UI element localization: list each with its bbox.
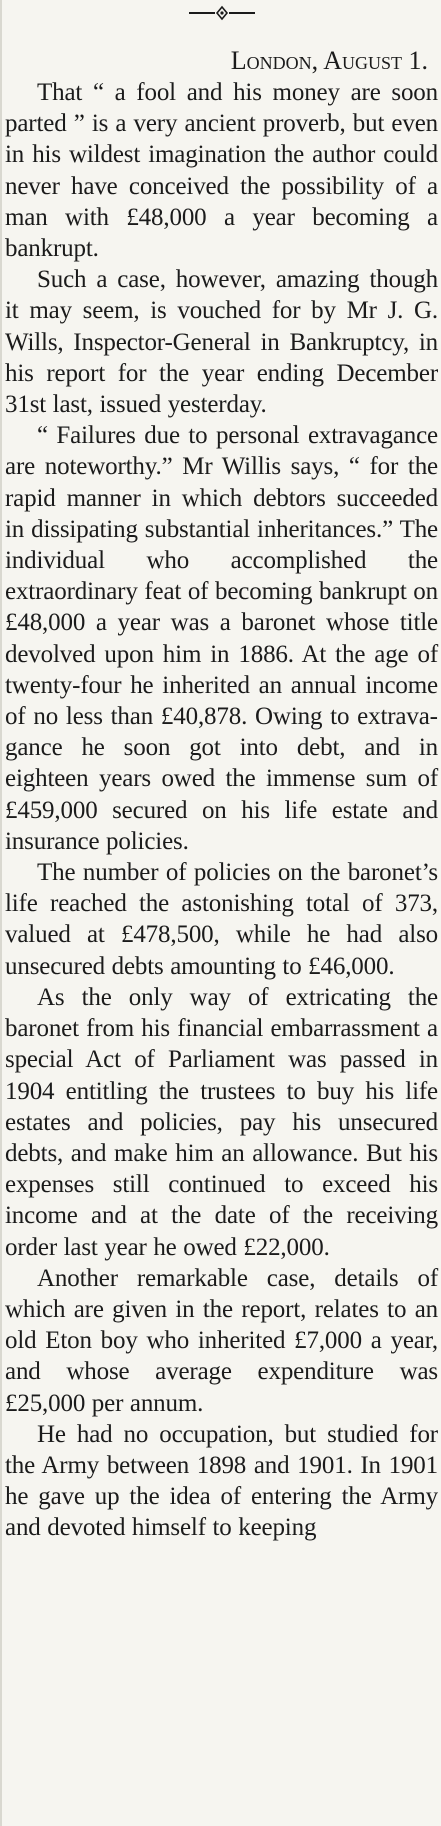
paragraph-proverb: That “ a fool and his money are soon parted ” is a very ancient proverb, but even in his wildest imagination the author could never have conceived the possibility of a man with £48,000 a year becoming a bankrupt. xyxy=(5,79,438,263)
paragraph-baronet: “ Failures due to personal extravagance are noteworthy.” Mr Willis says, “ for the rapid manner in which debtors succeeded in dissipating substantial inheritances.” The individual who accomplished the extraordinary feat of becoming bankrupt on £48,000 a year was a baronet whose title devolved upon him in 1886. At the age of twenty-four he inherited an annual income of no less than £40,878. Owing to extravagance he soon got into debt, and in eighteen years owed the immense sum of £459,000 secured on his life estate and insurance policies. xyxy=(5,422,438,855)
dateline: London, August 1. xyxy=(230,46,428,75)
paragraph-army: He had no occupation, but studied for the Army between 1898 and 1901. In 1901 he gave up the idea of entering the Army and devoted himself to keeping xyxy=(5,1420,438,1542)
paragraph-report: Such a case, however, amazing though it may seem, is vouched for by Mr J. G. Wills, Inspector-General in Bankruptcy, in his report for the year ending December 31st last, issued yesterday. xyxy=(5,266,438,419)
paragraph-eton-case: Another remarkable case, details of which are given in the report, relates to an old Eton boy who inherited £7,000 a year, and whose average expenditure was £25,000 per annum. xyxy=(5,1264,438,1417)
column-rule xyxy=(0,0,2,1826)
paragraph-act-of-parliament: As the only way of extricating the baronet from his financial embarrassment a special Act of Parliament was passed in 1904 entitling the trustees to buy his life estates and policies, pay his unsecured debts, and make him an allowance. But his expenses still continued to exceed his income and at the date of the receiving order last year he owed £22,000. xyxy=(5,983,438,1261)
paragraph-policies: The number of policies on the baronet’s life reached the astonishing total of 373, valued at £478,500, while he had also unsecured debts amounting to £46,000. xyxy=(5,859,438,980)
rule-ornament-icon xyxy=(5,0,438,24)
